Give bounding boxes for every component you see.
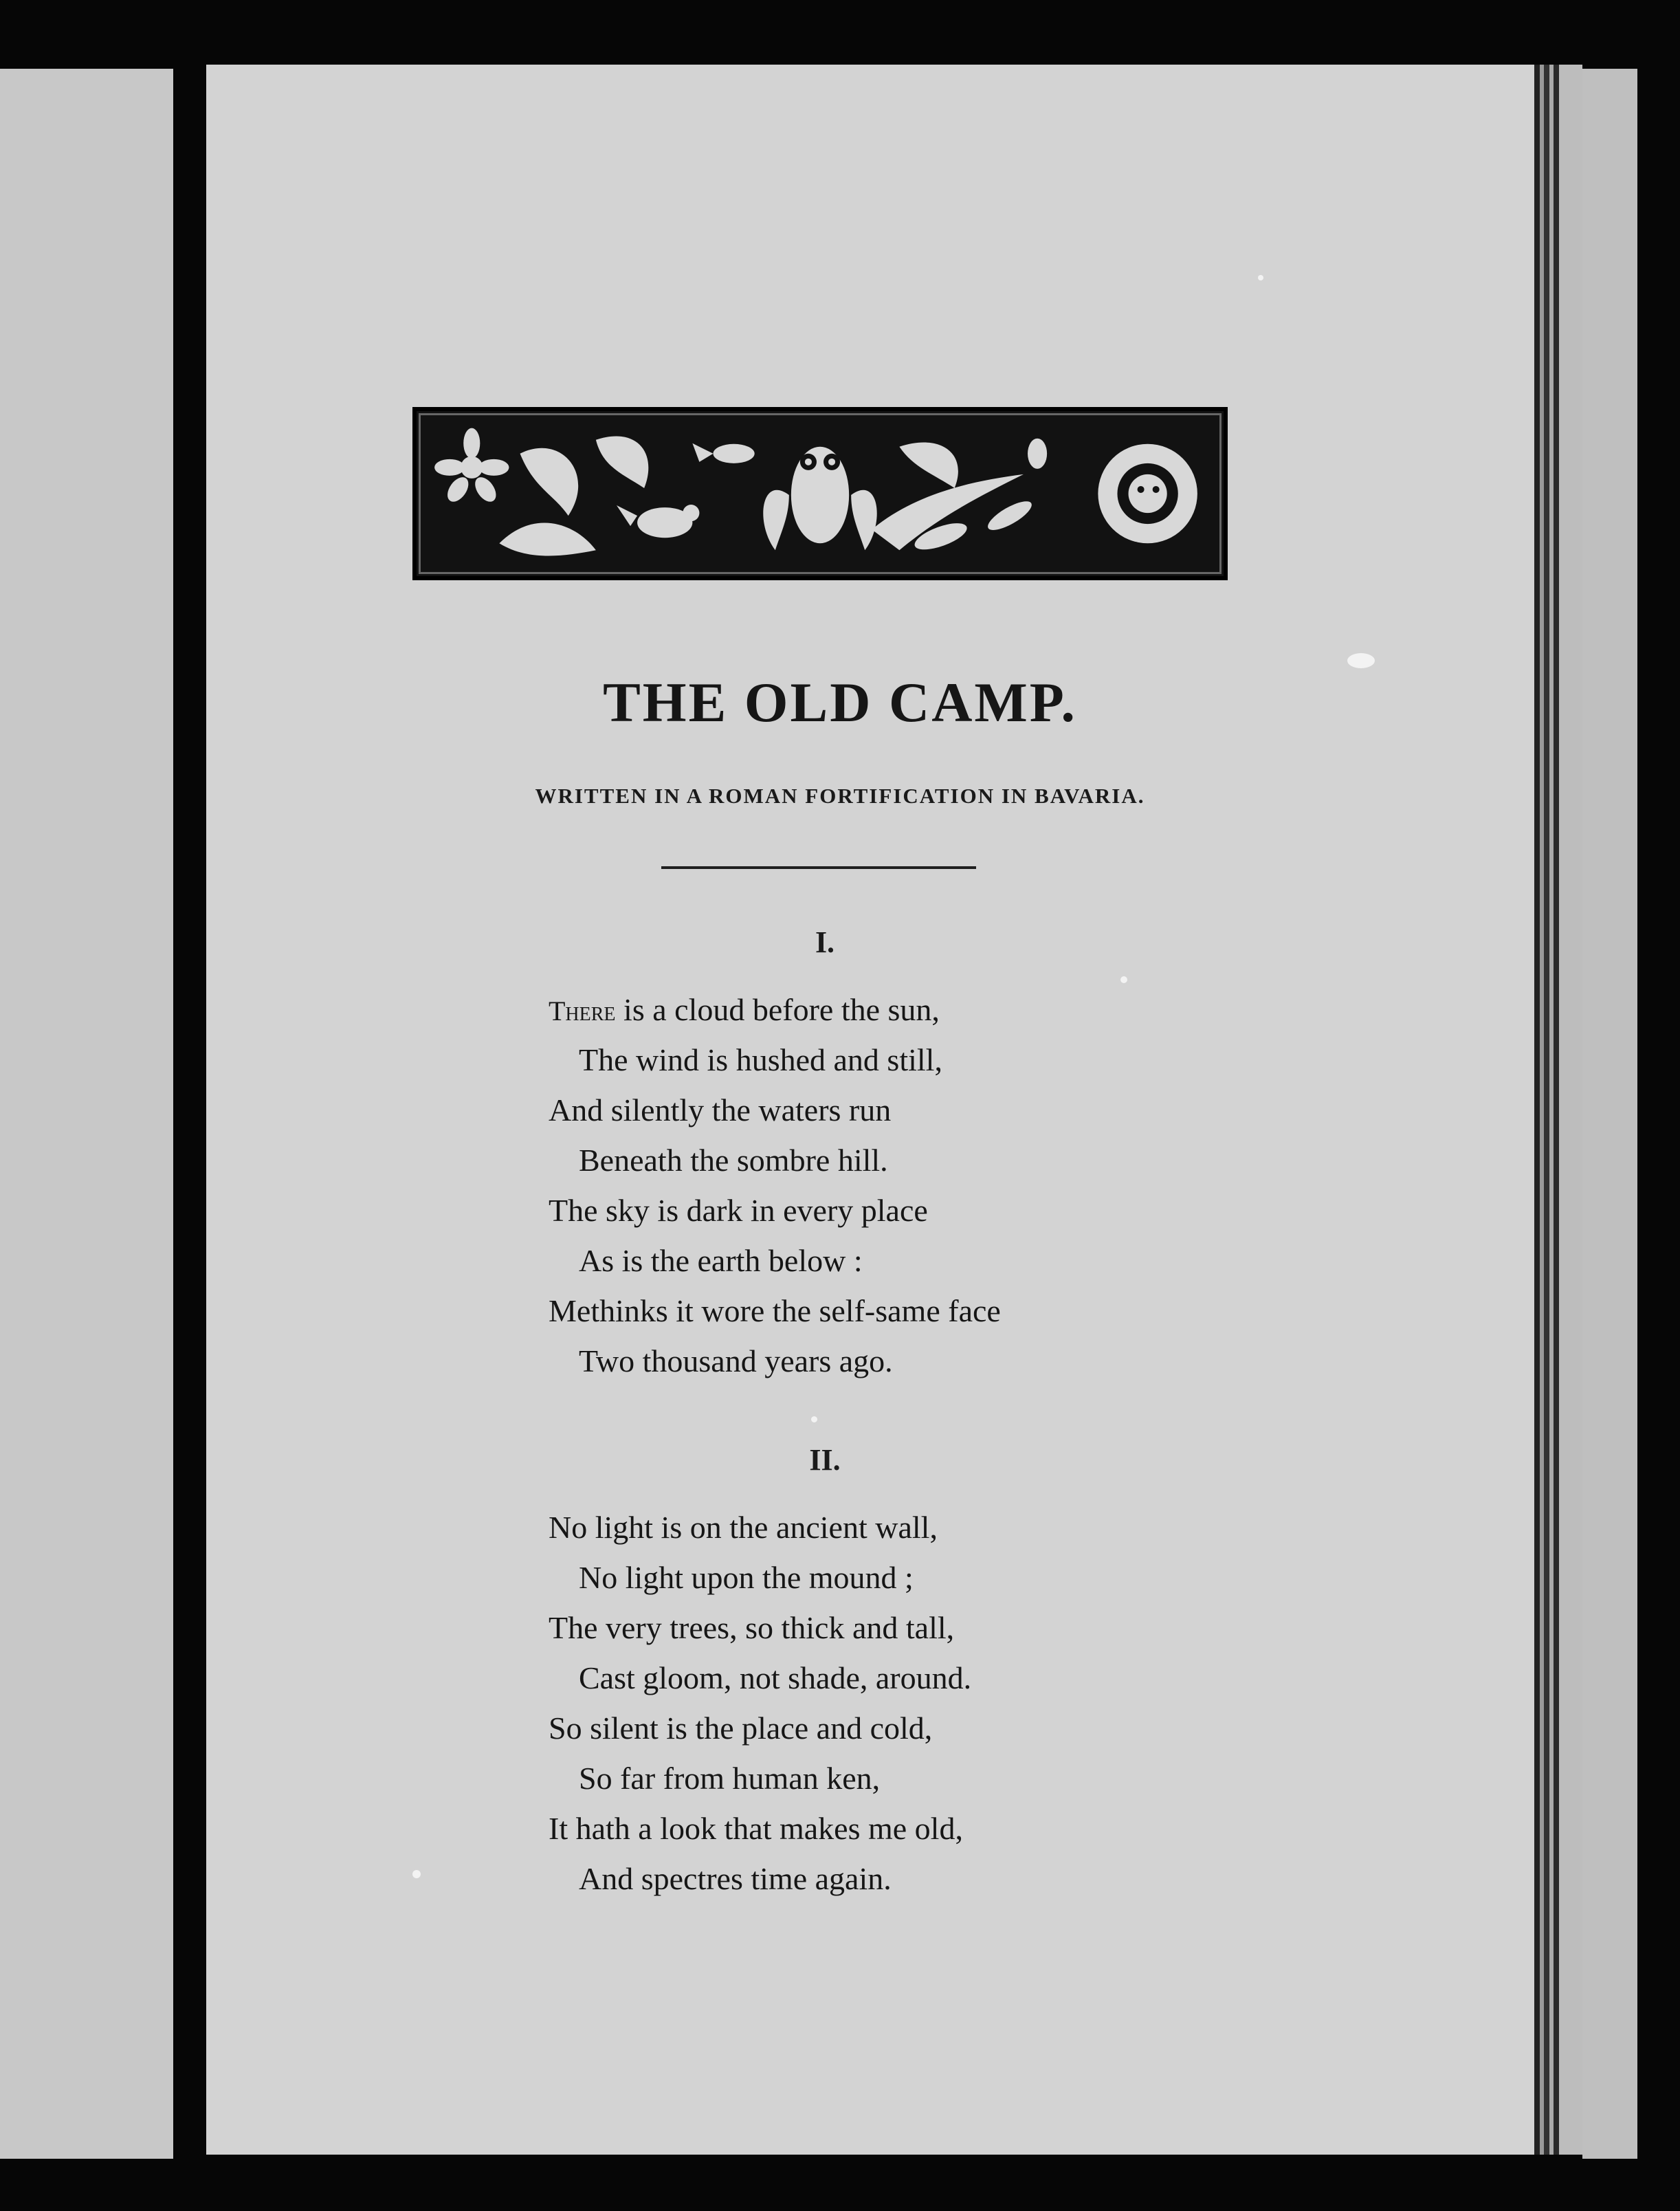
small-caps-lead: There [549, 996, 616, 1026]
stanza-number: II. [809, 1443, 841, 1477]
stanza-number: I. [815, 925, 835, 959]
poem-line: Beneath the sombre hill. [579, 1143, 888, 1178]
next-page-edge [1582, 69, 1637, 2159]
poem-line: So silent is the place and cold, [549, 1710, 933, 1746]
poem-line: The very trees, so thick and tall, [549, 1610, 955, 1645]
ornamental-headpiece [412, 407, 1228, 580]
poem-line: It hath a look that makes me old, [549, 1811, 963, 1846]
poem-line: And silently the waters run [549, 1092, 892, 1128]
poem-line: No light is on the ancient wall, [549, 1510, 938, 1545]
floral-owl-banner-icon [417, 411, 1224, 576]
poem-line: Two thousand years ago. [579, 1343, 893, 1378]
scan-speck [1347, 653, 1375, 668]
scan-speck [1120, 976, 1127, 983]
scan-speck [412, 1870, 421, 1878]
poem-line: The wind is hushed and still, [579, 1042, 942, 1077]
scan-speck [811, 1416, 817, 1422]
poem-line: Methinks it wore the self-same face [549, 1293, 1001, 1328]
poem-line: No light upon the mound ; [579, 1560, 914, 1595]
poem-line: So far from human ken, [579, 1761, 881, 1796]
title-divider [661, 866, 976, 869]
poem-line: Cast gloom, not shade, around. [579, 1660, 972, 1695]
poem-line: There is a cloud before the sun, [549, 992, 940, 1027]
poem-line: And spectres time again. [579, 1861, 892, 1896]
poem-subtitle: WRITTEN IN A ROMAN FORTIFICATION IN BAVARIA. [535, 784, 1145, 808]
page-stack-edges [1534, 65, 1582, 2155]
facing-page-edge [0, 69, 173, 2159]
poem-line: As is the earth below : [579, 1243, 863, 1278]
poem-title: THE OLD CAMP. [603, 671, 1077, 734]
poem-line: The sky is dark in every place [549, 1193, 928, 1228]
scan-speck [1258, 275, 1263, 280]
